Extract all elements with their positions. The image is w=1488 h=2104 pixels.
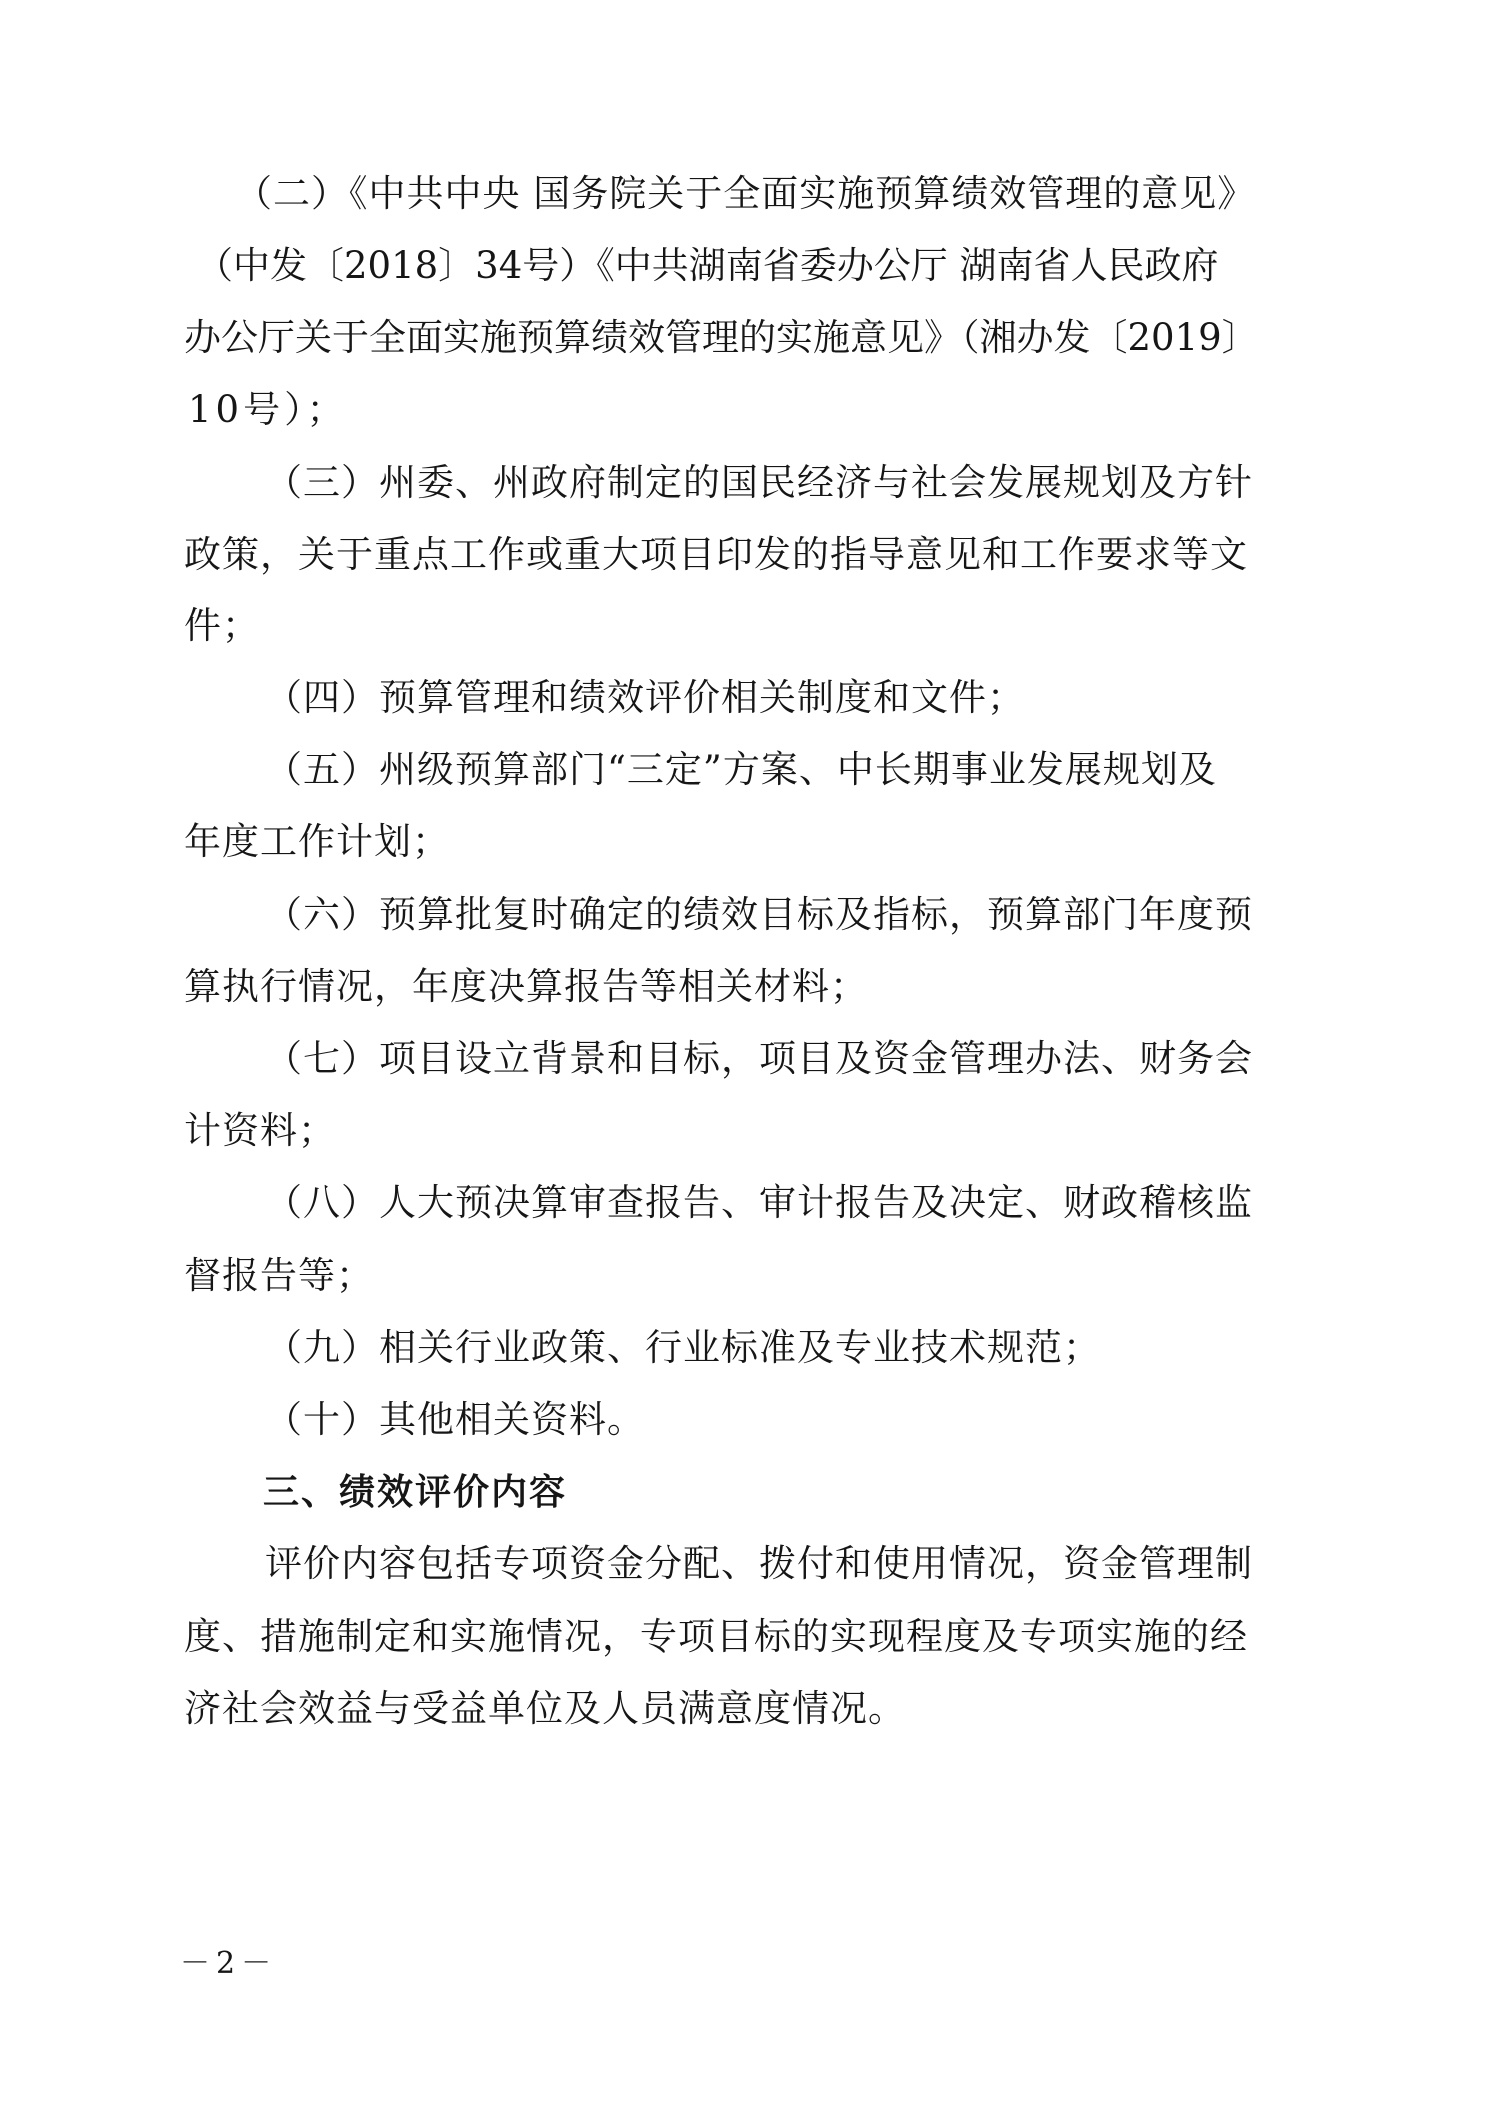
- text-line: （九）相关行业政策、行业标准及专业技术规范；: [265, 1326, 1101, 1369]
- text-line: 计资料；: [184, 1109, 336, 1152]
- section-heading: 三、绩效评价内容: [263, 1472, 568, 1513]
- text-line: 济社会效益与受益单位及人员满意度情况。: [184, 1687, 906, 1730]
- page-number: －2－: [180, 1946, 278, 1981]
- text-line: （三）州委、州政府制定的国民经济与社会发展规划及方针: [265, 461, 1253, 504]
- text-line: 年度工作计划；: [184, 820, 450, 863]
- text-line: （十）其他相关资料。: [265, 1398, 645, 1441]
- text-line: （七）项目设立背景和目标，项目及资金管理办法、财务会: [265, 1037, 1253, 1080]
- text-line: 政策，关于重点工作或重大项目印发的指导意见和工作要求等文: [184, 533, 1248, 576]
- text-line: （六）预算批复时确定的绩效目标及指标，预算部门年度预: [265, 893, 1253, 936]
- text-line: 评价内容包括专项资金分配、拨付和使用情况，资金管理制: [265, 1542, 1253, 1585]
- text-line: （二）《中共中央 国务院关于全面实施预算绩效管理的意见》: [235, 172, 1256, 215]
- text-line: 度、措施制定和实施情况，专项目标的实现程度及专项实施的经: [184, 1615, 1248, 1658]
- text-line: 10号）；: [188, 388, 348, 431]
- text-line: （八）人大预决算审查报告、审计报告及决定、财政稽核监: [265, 1181, 1253, 1224]
- text-line: （中发〔2018〕34号）《中共湖南省委办公厅 湖南省人民政府: [196, 244, 1219, 287]
- text-line: 办公厅关于全面实施预算绩效管理的实施意见》（湘办发〔2019〕: [184, 316, 1259, 359]
- text-line: 督报告等；: [184, 1254, 374, 1297]
- text-line: （五）州级预算部门“三定”方案、中长期事业发展规划及: [265, 748, 1217, 791]
- text-line: 算执行情况，年度决算报告等相关材料；: [184, 965, 868, 1008]
- text-line: 件；: [184, 604, 260, 647]
- text-line: （四）预算管理和绩效评价相关制度和文件；: [265, 676, 1025, 719]
